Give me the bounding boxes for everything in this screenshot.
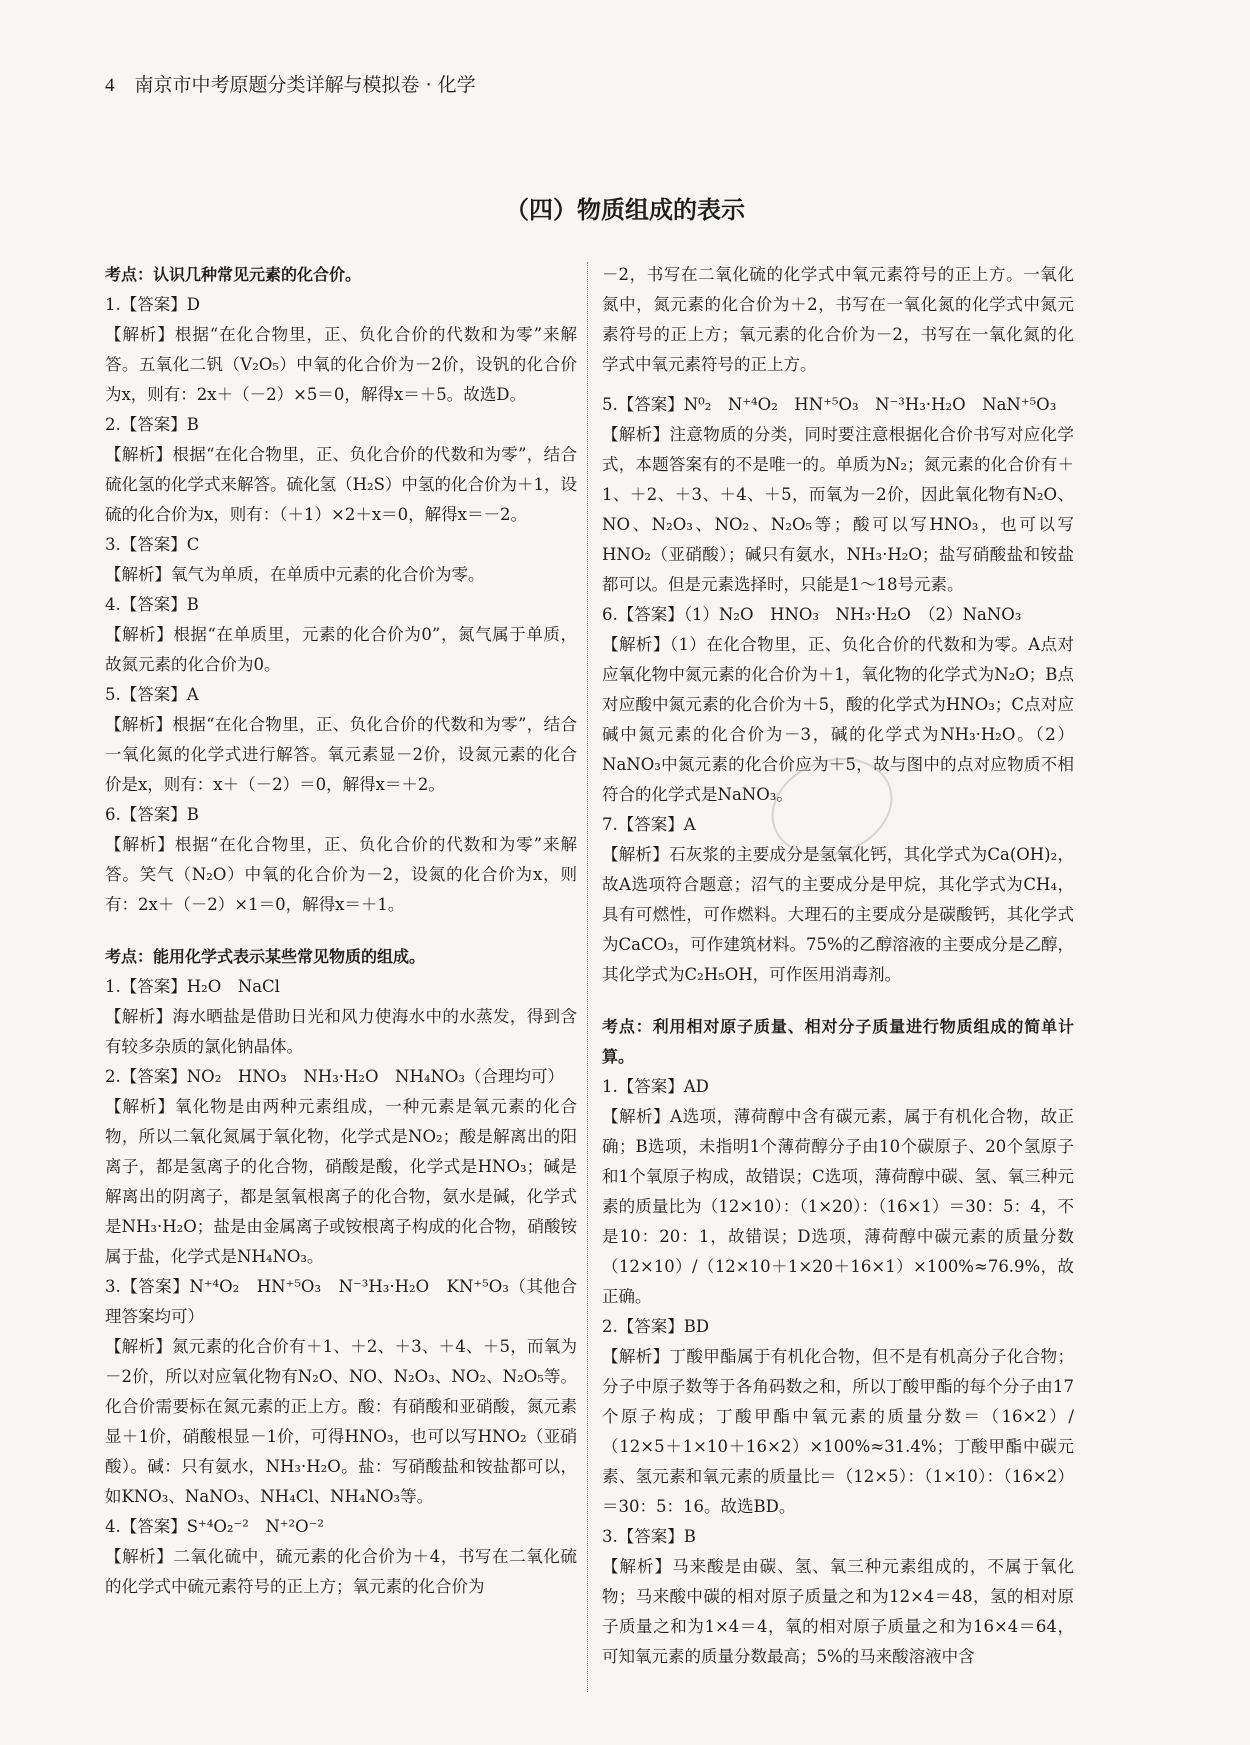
page-header: [105, 70, 476, 97]
explanation-paragraph: 【解析】（1）在化合物里，正、负化合价的代数和为零。A点对应氧化物中氮元素的化合价为＋1，氧化物的化学式为N₂O；B点对应酸中氮元素的化合价为＋5，酸的化学式为HNO₃；C点对应碱中氮元素的化合价为－3，碱的化学式为NH₃·H₂O。（2）NaNO₃中氮元素的化合价应为＋5，故与图中的点对应物质不相符合的化学式是NaNO₃。: [602, 635, 1074, 804]
answer-line: 6.【答案】B: [105, 805, 199, 824]
answer-line: 7.【答案】A: [602, 815, 696, 834]
explanation-paragraph: 【解析】马来酸是由碳、氢、氧三种元素组成的，不属于氧化物；马来酸中碳的相对原子质量之和为12×4＝48，氢的相对原子质量之和为1×4＝4，氧的相对原子质量之和为16×4＝64，可知氧元素的质量分数最高；5%的马来酸溶液中含: [602, 1557, 1074, 1666]
explanation-paragraph: 【解析】丁酸甲酯属于有机化合物，但不是有机高分子化合物；分子中原子数等于各角码数之和，所以丁酸甲酯的每个分子由17个原子构成；丁酸甲酯中氧元素的质量分数＝（16×2）/（12×5＋1×10＋16×2）×100%≈31.4%；丁酸甲酯中碳元素、氢元素和氧元素的质量比＝（12×5）：（1×10）：（16×2）＝30：5：16。故选BD。: [602, 1347, 1074, 1516]
answer-line: 5.【答案】A: [105, 685, 199, 704]
topic-heading: 考点：认识几种常见元素的化合价。: [105, 265, 362, 284]
answer-line: 3.【答案】N⁺⁴O₂ HN⁺⁵O₃ N⁻³H₃·H₂O KN⁺⁵O₃（其他合理答案均可）: [105, 1277, 577, 1326]
explanation-paragraph: －2，书写在二氧化硫的化学式中氧元素符号的正上方。一氧化氮中，氮元素的化合价为＋2，书写在一氧化氮的化学式中氮元素符号的正上方；氧元素的化合价为－2，书写在一氧化氮的化学式中氧元素符号的正上方。: [602, 265, 1074, 374]
explanation-paragraph: 【解析】根据“在化合物里，正、负化合价的代数和为零”来解答。笑气（N₂O）中氧的化合价为－2，设氮的化合价为x，则有：2x＋（－2）×1＝0，解得x＝＋1。: [105, 835, 577, 914]
answer-line: 2.【答案】B: [105, 415, 199, 434]
column-divider: [587, 262, 588, 1692]
explanation-paragraph: 【解析】二氧化硫中，硫元素的化合价为＋4，书写在二氧化硫的化学式中硫元素符号的正上方；氧元素的化合价为: [105, 1547, 577, 1596]
explanation-paragraph: 【解析】海水晒盐是借助日光和风力使海水中的水蒸发，得到含有较多杂质的氯化钠晶体。: [105, 1007, 577, 1056]
answer-line: 2.【答案】BD: [602, 1317, 710, 1336]
answer-line: 1.【答案】D: [105, 295, 200, 314]
left-column: [105, 260, 577, 1602]
answer-line: 4.【答案】B: [105, 595, 199, 614]
explanation-paragraph: 【解析】石灰浆的主要成分是氢氧化钙，其化学式为Ca(OH)₂，故A选项符合题意；沼气的主要成分是甲烷，其化学式为CH₄，具有可燃性，可作燃料。大理石的主要成分是碳酸钙，其化学式为CaCO₃，可作建筑材料。75%的乙醇溶液的主要成分是乙醇，其化学式为C₂H₅OH，可作医用消毒剂。: [602, 845, 1074, 984]
explanation-paragraph: 【解析】氧气为单质，在单质中元素的化合价为零。: [105, 565, 485, 584]
explanation-paragraph: 【解析】A选项，薄荷醇中含有碳元素，属于有机化合物，故正确；B选项，未指明1个薄荷醇分子由10个碳原子、20个氢原子和1个氧原子构成，故错误；C选项，薄荷醇中碳、氢、氧三种元素的质量比为（12×10）：（1×20）：（16×1）＝30：5：4，不是10：20：1，故错误；D选项，薄荷醇中碳元素的质量分数（12×10）/（12×10＋1×20＋16×1）×100%≈76.9%，故正确。: [602, 1107, 1074, 1306]
right-column: [602, 260, 1074, 1672]
topic-heading: 考点：利用相对原子质量、相对分子质量进行物质组成的简单计算。: [602, 1017, 1074, 1066]
spacer: [602, 990, 1074, 1012]
explanation-paragraph: 【解析】注意物质的分类，同时要注意根据化合价书写对应化学式，本题答案有的不是唯一的。单质为N₂；氮元素的化合价有＋1、＋2、＋3、＋4、＋5，而氧为－2价，因此氧化物有N₂O、NO、N₂O₃、NO₂、N₂O₅等；酸可以写HNO₃，也可以写HNO₂（亚硝酸）；碱只有氨水，NH₃·H₂O；盐写硝酸盐和铵盐都可以。但是元素选择时，只能是1～18号元素。: [602, 425, 1074, 594]
answer-line: 3.【答案】C: [105, 535, 200, 554]
answer-line: 4.【答案】S⁺⁴O₂⁻² N⁺²O⁻²: [105, 1517, 324, 1536]
answer-line: 5.【答案】N⁰₂ N⁺⁴O₂ HN⁺⁵O₃ N⁻³H₃·H₂O NaN⁺⁵O₃: [602, 395, 1057, 414]
explanation-paragraph: 【解析】根据“在化合物里，正、负化合价的代数和为零”，结合硫化氢的化学式来解答。硫化氢（H₂S）中氢的化合价为＋1，设硫的化合价为x，则有：（＋1）×2＋x＝0，解得x＝－2。: [105, 445, 577, 524]
explanation-paragraph: 【解析】根据“在化合物里，正、负化合价的代数和为零”来解答。五氧化二钒（V₂O₅）中氧的化合价为－2价，设钒的化合价为x，则有：2x＋（－2）×5＝0，解得x＝＋5。故选D。: [105, 325, 577, 404]
answer-line: 1.【答案】H₂O NaCl: [105, 977, 280, 996]
answer-line: 2.【答案】NO₂ HNO₃ NH₃·H₂O NH₄NO₃（合理均可）: [105, 1067, 565, 1086]
explanation-paragraph: 【解析】氮元素的化合价有＋1、＋2、＋3、＋4、＋5，而氧为－2价，所以对应氧化物有N₂O、NO、N₂O₃、NO₂、N₂O₅等。化合价需要标在氮元素的正上方。酸：有硝酸和亚硝酸，氮元素显＋1价，硝酸根显－1价，可得HNO₃，也可以写HNO₂（亚硝酸）。碱：只有氨水，NH₃·H₂O。盐：写硝酸盐和铵盐都可以，如KNO₃、NaNO₃、NH₄Cl、NH₄NO₃等。: [105, 1337, 577, 1506]
book-title: 南京市中考原题分类详解与模拟卷 · 化学: [134, 74, 476, 96]
explanation-paragraph: 【解析】根据“在单质里，元素的化合价为0”，氮气属于单质，故氮元素的化合价为0。: [105, 625, 577, 674]
answer-line: 6.【答案】（1）N₂O HNO₃ NH₃·H₂O （2）NaNO₃: [602, 605, 1022, 624]
page-number: 4: [105, 75, 115, 96]
section-title: （四）物质组成的表示: [505, 196, 745, 224]
answer-line: 1.【答案】AD: [602, 1077, 709, 1096]
explanation-paragraph: 【解析】氧化物是由两种元素组成，一种元素是氧元素的化合物，所以二氧化氮属于氧化物，化学式是NO₂；酸是解离出的阳离子，都是氢离子的化合物，硝酸是酸，化学式是HNO₃；碱是解离出的阴离子，都是氢氧根离子的化合物，氨水是碱，化学式是NH₃·H₂O；盐是由金属离子或铵根离子构成的化合物，硝酸铵属于盐，化学式是NH₄NO₃。: [105, 1097, 577, 1266]
spacer: [602, 380, 1074, 390]
explanation-paragraph: 【解析】根据“在化合物里，正、负化合价的代数和为零”，结合一氧化氮的化学式进行解答。氧元素显－2价，设氮元素的化合价是x，则有：x＋（－2）＝0，解得x＝＋2。: [105, 715, 577, 794]
answer-line: 3.【答案】B: [602, 1527, 696, 1546]
topic-heading: 考点：能用化学式表示某些常见物质的组成。: [105, 947, 426, 966]
spacer: [105, 920, 577, 942]
